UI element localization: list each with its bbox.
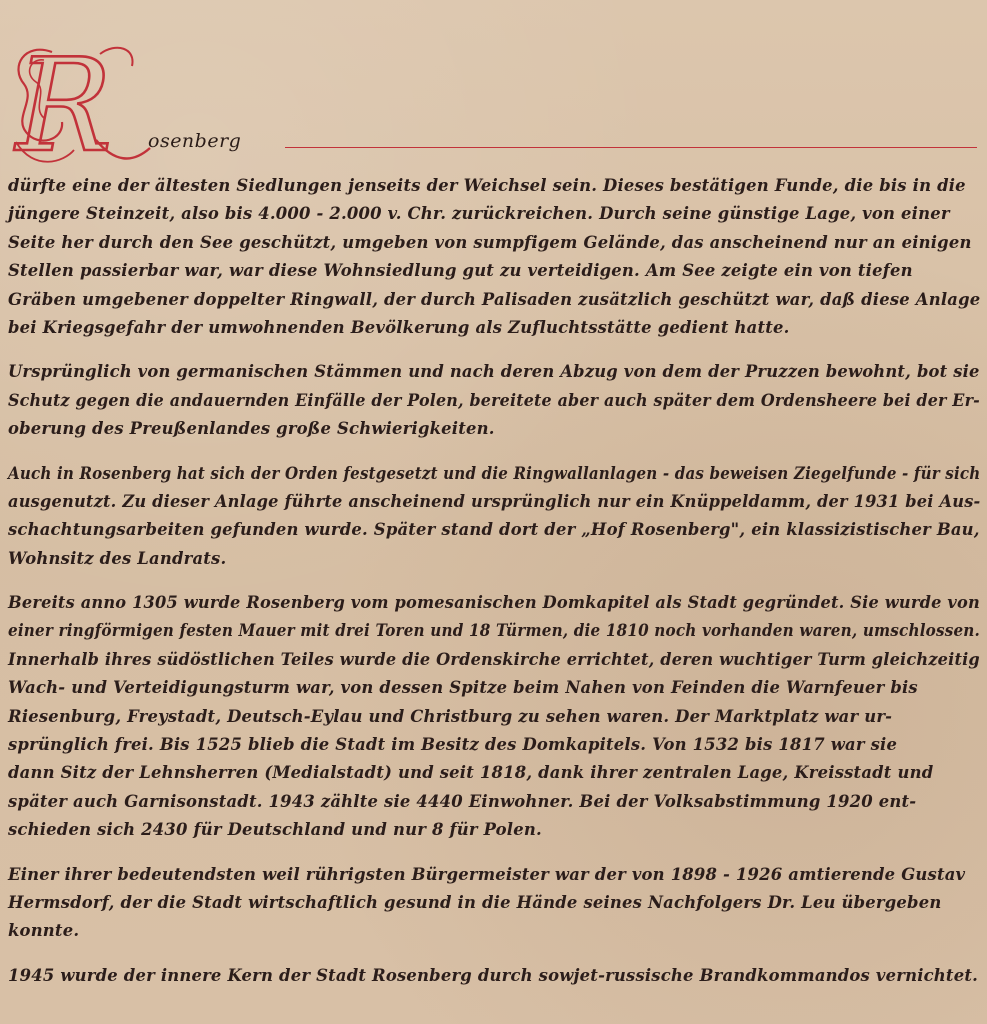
text-line: bei Kriegsgefahr der umwohnenden Bevölkerung als Zufluchtsstätte gedient hatte.: [8, 317, 790, 337]
paragraph: [8, 962, 980, 990]
text-line: dürfte eine der ältesten Siedlungen jenseits der Weichsel sein. Dieses bestätigen Funde, die bis in die: [8, 176, 966, 195]
paragraph: [8, 589, 980, 845]
decorative-initial-r: [4, 22, 154, 172]
paragraph: [8, 358, 980, 443]
text-line: Gräben umgebener doppelter Ringwall, der durch Palisaden zusätzlich geschützt war, daß diese Anlage: [8, 289, 981, 309]
text-line: 1945 wurde der innere Kern der Stadt Rosenberg durch sowjet-russische Brandkommandos vernichtet.: [8, 965, 979, 985]
text-line: dann Sitz der Lehnsherren (Medialstadt) und seit 1818, dank ihrer zentralen Lage, Kreisstadt und: [8, 763, 934, 783]
paragraph: [8, 460, 980, 574]
text-line: Wach- und Verteidigungsturm war, von dessen Spitze beim Nahen von Feinden die Warnfeuer bis: [8, 678, 918, 698]
text-line: Seite her durch den See geschützt, umgeben von sumpfigem Gelände, das anscheinend nur an einigen: [8, 232, 972, 252]
text-line: Bereits anno 1305 wurde Rosenberg vom pomesanischen Domkapitel als Stadt gegründet. Sie wurde von: [8, 593, 980, 613]
initial-letter: R: [15, 32, 113, 172]
paragraph: [8, 172, 980, 342]
text-line: einer ringförmigen festen Mauer mit drei Toren und 18 Türmen, die 1810 noch vorhanden waren, umschlossen.: [8, 621, 981, 641]
text-line: jüngere Steinzeit, also bis 4.000 - 2.000 v. Chr. zurückreichen. Durch seine günstige Lage, von einer: [8, 204, 950, 224]
text-line: später auch Garnisonstadt. 1943 zählte sie 4440 Einwohner. Bei der Volksabstimmung 1920 ent-: [8, 791, 917, 811]
text-line: Auch in Rosenberg hat sich der Orden festgesetzt und die Ringwallanlagen - das beweisen Ziegelfunde - für sich: [8, 463, 981, 483]
text-line: Innerhalb ihres südöstlichen Teiles wurde die Ordenskirche errichtet, deren wuchtiger Turm gleichzeitig: [8, 649, 980, 669]
initial-r-drawing: [4, 22, 154, 172]
text-line: Stellen passierbar war, war diese Wohnsiedlung gut zu verteidigen. Am See zeigte ein von tiefen: [8, 261, 913, 281]
text-line: Hermsdorf, der die Stadt wirtschaftlich gesund in die Hände seines Nachfolgers Dr. Leu übergeben: [8, 892, 942, 912]
heading-word: osenberg: [148, 130, 242, 152]
text-line: Ursprünglich von germanischen Stämmen und nach deren Abzug von dem der Pruzzen bewohnt, bot sie: [8, 362, 980, 382]
text-line: Schutz gegen die andauernden Einfälle der Polen, bereitete aber auch später dem Ordensheere bei der Er-: [8, 390, 980, 410]
text-line: oberung des Preußenlandes große Schwierigkeiten.: [8, 419, 495, 439]
text-line: Einer ihrer bedeutendsten weil rührigsten Bürgermeister war der von 1898 - 1926 amtierende Gustav: [8, 864, 966, 884]
heading-rule: [285, 147, 977, 148]
text-line: konnte.: [8, 921, 80, 941]
text-line: ausgenutzt. Zu dieser Anlage führte anscheinend ursprünglich nur ein Knüppeldamm, der 1931 bei Aus-: [8, 491, 981, 511]
body-text: [8, 172, 980, 1006]
paragraph: [8, 861, 980, 946]
text-line: sprünglich frei. Bis 1525 blieb die Stadt im Besitz des Domkapitels. Von 1532 bis 1817 war sie: [8, 735, 898, 755]
text-line: schieden sich 2430 für Deutschland und nur 8 für Polen.: [8, 820, 542, 840]
text-line: Riesenburg, Freystadt, Deutsch-Eylau und Christburg zu sehen waren. Der Marktplatz war ur-: [8, 706, 893, 726]
text-line: schachtungsarbeiten gefunden wurde. Später stand dort der „Hof Rosenberg", ein klassizistischer Bau,: [8, 520, 980, 540]
text-line: Wohnsitz des Landrats.: [8, 548, 227, 568]
